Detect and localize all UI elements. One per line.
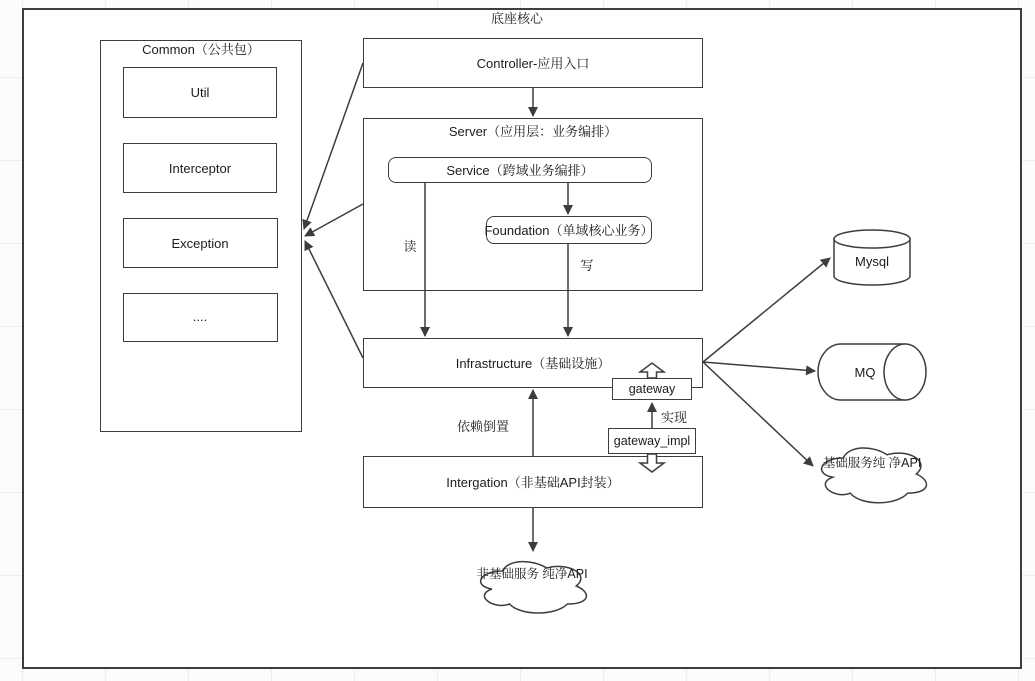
mq-label: MQ [854,365,876,380]
intergation-label: Intergation（非基础API封装） [446,475,620,490]
infrastructure-label: Infrastructure（基础设施） [455,356,611,371]
controller-label: Controller-应用入口 [476,56,590,71]
common-title: Common（公共包） [142,42,260,57]
foundation-label: Foundation（单域核心业务） [484,223,654,238]
service-label: Service（跨域业务编排） [446,163,594,178]
server-title: Server（应用层：业务编排） [448,124,618,139]
common-item-interceptor-label: Interceptor [168,161,232,176]
edge-label-implement: 实现 [660,410,687,425]
gateway-label: gateway [628,382,676,396]
edge-label-read: 读 [403,239,417,254]
base-api-cloud-label: 基础服务纯 净API [822,456,922,470]
diagram-title: 底座核心 [490,11,543,26]
mysql-label: Mysql [855,254,889,269]
server-box[interactable] [363,118,703,291]
common-item-util-label: Util [190,85,210,100]
edge-label-write: 写 [580,258,594,273]
common-item-exception-label: Exception [171,236,229,251]
common-item-more-label: .... [192,309,208,324]
gateway-impl-label: gateway_impl [613,434,691,448]
non-base-api-cloud-label: 非基础服务 纯净API [476,567,588,581]
edge-label-dependency-inversion: 依赖倒置 [456,419,509,434]
